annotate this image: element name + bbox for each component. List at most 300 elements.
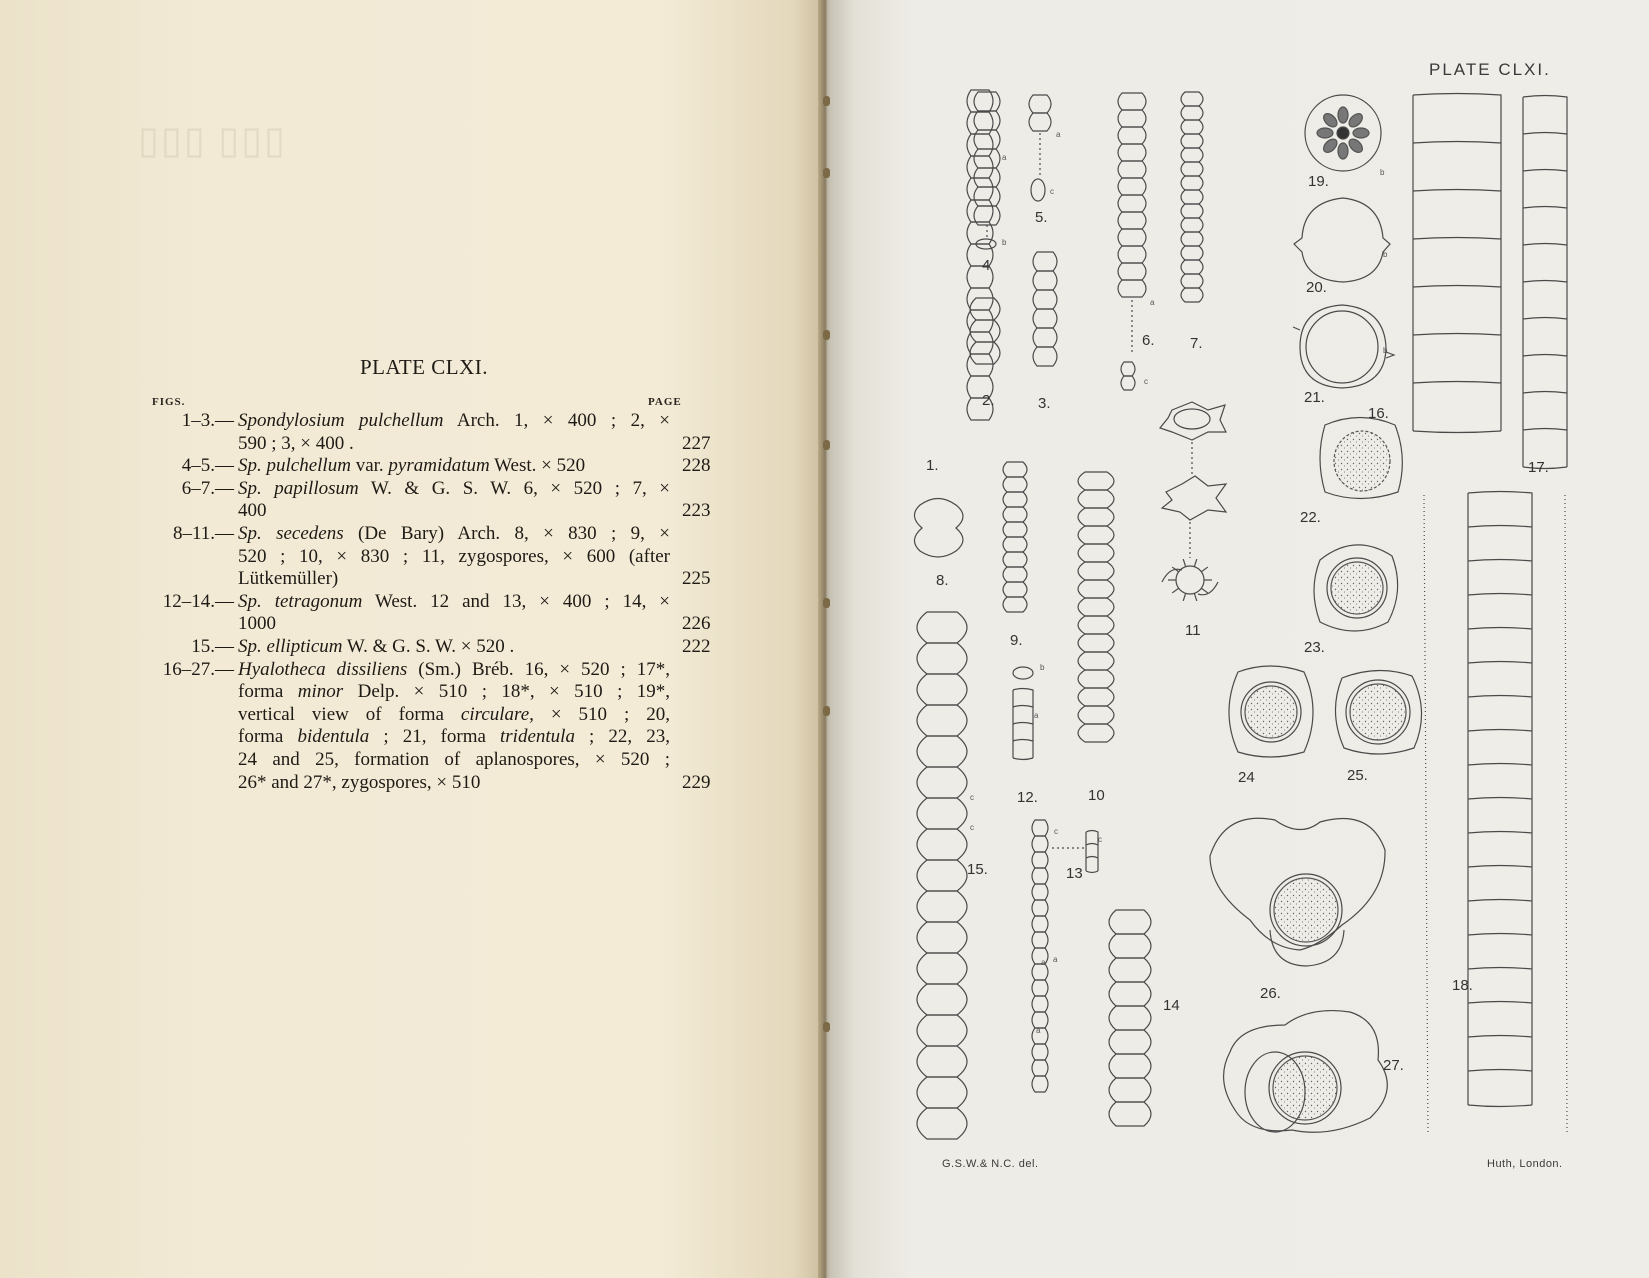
figure-5 (1029, 95, 1051, 131)
cell (974, 149, 1000, 168)
figure-number: 17. (1528, 459, 1549, 476)
part-letter: b (1002, 238, 1007, 247)
cell (917, 984, 967, 1015)
legend-text: 590 ; 3, × 400 . (238, 432, 354, 454)
cell (1523, 133, 1567, 172)
cell (917, 1108, 967, 1139)
cell (1032, 868, 1048, 884)
cell (1109, 1006, 1151, 1030)
figure-number: 4 (982, 257, 991, 274)
part-letter: c (1054, 827, 1058, 836)
figure-18 (1468, 492, 1532, 1107)
legend-text: vertical view of forma circulare, × 510 ; 20, (238, 703, 670, 725)
cell (1118, 144, 1146, 161)
figure-11-b (1162, 476, 1226, 520)
cell (1078, 580, 1114, 598)
cell (1523, 355, 1567, 394)
cell (1003, 522, 1027, 537)
legend-line (142, 681, 722, 704)
figure-number: 9. (1010, 632, 1023, 649)
cell (1181, 134, 1203, 148)
figure-number: 27. (1383, 1057, 1404, 1074)
cell (1118, 195, 1146, 212)
figure-number: 22. (1300, 509, 1321, 526)
part-letter: a (1056, 130, 1061, 139)
figure-11-c-spine (1201, 588, 1207, 593)
part-letter: a (1041, 958, 1046, 967)
figure-number: 5. (1035, 209, 1048, 226)
cell (1003, 462, 1027, 477)
cell (1109, 958, 1151, 982)
cell (1078, 616, 1114, 634)
cell (1181, 190, 1203, 204)
show-through-text: ▯▯▯ ▯▯▯ (138, 120, 287, 162)
legend-line (142, 749, 722, 772)
cell (1109, 910, 1151, 934)
cell (1523, 96, 1567, 135)
binding-stitch (823, 706, 830, 716)
legend-entry (142, 478, 722, 523)
cell (967, 112, 993, 134)
cell (967, 288, 993, 310)
cell (1468, 730, 1532, 766)
part-letter: b (1380, 168, 1385, 177)
page-number: 229 (682, 771, 711, 793)
cell (1181, 176, 1203, 190)
cell (1118, 178, 1146, 195)
cell (1118, 229, 1146, 246)
legend-line (142, 500, 722, 523)
figure-15 (917, 612, 967, 1139)
legend-line (142, 726, 722, 749)
cell (1032, 820, 1048, 836)
figure-8 (914, 499, 963, 558)
page-header: PAGE (648, 396, 682, 408)
figure-11-c (1176, 566, 1204, 594)
cell (1468, 832, 1532, 868)
legend-text: Spondylosium pulchellum Arch. 1, × 400 ; 2, × (238, 410, 670, 431)
figure-number: 20. (1306, 279, 1327, 296)
legend-entry (142, 523, 722, 591)
part-letter: c (1098, 835, 1102, 844)
cell (1109, 934, 1151, 958)
figure-21 (1300, 305, 1386, 388)
cell (1468, 764, 1532, 800)
cell (1078, 508, 1114, 526)
chloroplast-lobe (1338, 107, 1348, 123)
figure-range: 4–5.— (181, 455, 234, 477)
legend-line (142, 410, 722, 433)
cell (1032, 964, 1048, 980)
legend-line (142, 568, 722, 591)
cell (1413, 286, 1501, 336)
chloroplast-lobe (1338, 143, 1348, 159)
cell (1013, 706, 1033, 725)
cell (974, 130, 1000, 149)
cell (1109, 1030, 1151, 1054)
legend-line (142, 704, 722, 727)
figure-6-c (1121, 362, 1135, 390)
cell (1118, 280, 1146, 297)
figure-11-c-spine (1201, 567, 1207, 572)
cell (1109, 982, 1151, 1006)
cell (1181, 106, 1203, 120)
binding-stitch (823, 330, 830, 340)
cell (970, 342, 1000, 364)
cell (1468, 1070, 1532, 1106)
figure-11-a-inner (1174, 409, 1210, 429)
legend-text: Sp. papillosum W. & G. S. W. 6, × 520 ; 7, × (238, 477, 671, 499)
cell (1181, 274, 1203, 288)
cell (1033, 347, 1057, 366)
figure-number: 2. (982, 392, 995, 409)
figure-13-c (1086, 831, 1098, 873)
cell (1078, 724, 1114, 742)
figure-1 (967, 90, 993, 420)
figure-3 (1033, 252, 1057, 366)
part-letter: c (970, 823, 974, 832)
cell (1032, 884, 1048, 900)
part-letter: a (1036, 1026, 1041, 1035)
legend-entry (142, 591, 722, 636)
cell (1181, 120, 1203, 134)
cell (1413, 334, 1501, 384)
cell (1118, 110, 1146, 127)
legend-text: Lütkemüller) (238, 568, 339, 590)
cell (1003, 552, 1027, 567)
figure-25 (1335, 670, 1421, 754)
legend-entry (142, 636, 722, 659)
cell (1181, 246, 1203, 260)
figure-21-tooth (1293, 327, 1394, 358)
legend-entry (142, 659, 722, 795)
chloroplast-lobe (1347, 111, 1365, 129)
figure-23 (1314, 545, 1398, 631)
figure-13 (1032, 820, 1048, 1092)
cell (1078, 634, 1114, 652)
cell (1032, 1076, 1048, 1092)
legend-line (142, 546, 722, 569)
cell (1523, 207, 1567, 246)
cell (1118, 212, 1146, 229)
cell (1013, 723, 1033, 742)
cell (1032, 932, 1048, 948)
cell (1003, 477, 1027, 492)
figure-11-a (1160, 402, 1226, 440)
legend-entry (142, 455, 722, 478)
figure-number: 24 (1238, 769, 1255, 786)
cell (1413, 142, 1501, 192)
cell (1033, 271, 1057, 290)
cell (1118, 127, 1146, 144)
cell (1121, 362, 1135, 376)
figure-range: 8–11.— (172, 522, 234, 544)
cell (967, 90, 993, 112)
cell (917, 829, 967, 860)
cell (1033, 328, 1057, 347)
cell (1523, 281, 1567, 320)
cell (1413, 190, 1501, 240)
legend-text: Sp. tetragonum West. 12 and 13, × 400 ; 14, × (238, 590, 671, 612)
cell (1003, 537, 1027, 552)
cell (1181, 162, 1203, 176)
cell (1181, 204, 1203, 218)
legend-text: 26* and 27*, zygospores, × 510 (238, 771, 481, 793)
part-letter: c (970, 793, 974, 802)
cell (1523, 244, 1567, 283)
cell (1078, 706, 1114, 724)
cell (1032, 836, 1048, 852)
figure-number: 6. (1142, 332, 1155, 349)
cell (974, 111, 1000, 130)
cell (1003, 582, 1027, 597)
cell (1523, 392, 1567, 431)
cell (1468, 492, 1532, 528)
cell (1033, 252, 1057, 271)
part-letter: c (1144, 377, 1148, 386)
figure-11-c-wall (1162, 569, 1218, 595)
printer-credit: Huth, London. (1487, 1158, 1563, 1170)
legend-line (142, 455, 722, 478)
cell (1468, 934, 1532, 970)
figure-number: 16. (1368, 405, 1389, 422)
cell (917, 674, 967, 705)
figure-11-c-spine (1183, 559, 1185, 567)
cell (1181, 92, 1203, 106)
figure-11-c-spine (1183, 593, 1185, 601)
cell (1468, 900, 1532, 936)
cell (1086, 857, 1098, 872)
figure-number: 12. (1017, 789, 1038, 806)
spore-contents (1331, 562, 1383, 614)
cell (974, 92, 1000, 111)
figure-24 (1229, 666, 1313, 757)
cell (917, 798, 967, 829)
figure-number: 19. (1308, 173, 1329, 190)
cell (1013, 758, 1033, 760)
cell (1468, 1002, 1532, 1038)
cell (1078, 670, 1114, 688)
cell (917, 612, 967, 643)
legend-line (142, 613, 722, 636)
figure-21-inner (1306, 311, 1378, 383)
plate-legend (142, 410, 722, 794)
legend-line (142, 478, 722, 501)
legend-line (142, 591, 722, 614)
legend-text: Sp. ellipticum W. & G. S. W. × 520 . (238, 635, 515, 657)
cell (1003, 597, 1027, 612)
page-number: 226 (682, 613, 711, 635)
binding-stitch (823, 168, 830, 178)
legend-text: Sp. secedens (De Bary) Arch. 8, × 830 ; 9, × (238, 522, 670, 544)
legend-text: 1000 (238, 613, 276, 635)
plate-title: PLATE CLXI. (360, 355, 488, 379)
legend-text: 400 (238, 500, 267, 522)
cell (1109, 1078, 1151, 1102)
cell (917, 891, 967, 922)
cell (1078, 472, 1114, 490)
figure-number: 26. (1260, 985, 1281, 1002)
figs-header: FIGS. (152, 396, 186, 408)
figure-range: 16–27.— (162, 658, 234, 680)
legend-text: forma minor Delp. × 510 ; 18*, × 510 ; 19*, (238, 681, 671, 703)
cell (1109, 1102, 1151, 1126)
figure-10 (1078, 472, 1114, 742)
cell (1029, 113, 1051, 131)
legend-entry (142, 410, 722, 455)
cell (917, 1015, 967, 1046)
figure-number: 1. (926, 457, 939, 474)
cell (1468, 560, 1532, 596)
cell (1468, 526, 1532, 562)
cell (1003, 492, 1027, 507)
cell (917, 1046, 967, 1077)
figure-5-c (1031, 179, 1045, 201)
cell (1413, 238, 1501, 288)
figure-number: 10 (1088, 787, 1105, 804)
figure-range: 6–7.— (181, 477, 234, 499)
cell (917, 767, 967, 798)
cell (1468, 968, 1532, 1004)
part-letter: c (1050, 187, 1054, 196)
figure-12 (1013, 689, 1033, 760)
figure-number: 18. (1452, 977, 1473, 994)
cell (1032, 996, 1048, 1012)
figure-number: 23. (1304, 639, 1325, 656)
cell (917, 736, 967, 767)
cell (1468, 798, 1532, 834)
cell (1078, 652, 1114, 670)
cell (1523, 318, 1567, 357)
cell (917, 1077, 967, 1108)
cell (1181, 288, 1203, 302)
binding-stitch (823, 440, 830, 450)
figure-number: 13 (1066, 865, 1083, 882)
legend-line (142, 433, 722, 456)
figure-6 (1118, 93, 1146, 297)
cell (1413, 94, 1501, 144)
cell (1118, 161, 1146, 178)
figure-number: 7. (1190, 335, 1203, 352)
cell (1181, 148, 1203, 162)
cell (1033, 309, 1057, 328)
figure-range: 15.— (191, 635, 234, 657)
cell (1032, 948, 1048, 964)
page-number: 228 (682, 455, 711, 477)
cell (967, 134, 993, 156)
plate-label: PLATE CLXI. (1429, 60, 1551, 79)
cell (1468, 594, 1532, 630)
cell (1118, 263, 1146, 280)
figure-number: 11 (1185, 622, 1201, 639)
legend-line (142, 659, 722, 682)
cell (917, 643, 967, 674)
cell (967, 200, 993, 222)
page-number: 225 (682, 568, 711, 590)
part-letter: a (1002, 153, 1007, 162)
cell (1468, 696, 1532, 732)
cell (1078, 544, 1114, 562)
cell (1468, 866, 1532, 902)
figure-9 (1003, 462, 1027, 612)
binding-stitch (823, 598, 830, 608)
chloroplast-lobe (1317, 128, 1333, 138)
cell (1032, 1044, 1048, 1060)
figure-20 (1294, 198, 1390, 282)
cell (917, 705, 967, 736)
cell (1032, 916, 1048, 932)
figure-range: 12–14.— (162, 590, 234, 612)
legend-line (142, 772, 722, 795)
part-letter: b (1040, 663, 1045, 672)
legend-text: Sp. pulchellum var. pyramidatum West. × 520 (238, 455, 586, 477)
cell (1086, 871, 1098, 873)
chloroplast-lobe (1321, 137, 1339, 155)
figure-number: 15. (967, 861, 988, 878)
artist-credit: G.S.W.& N.C. del. (942, 1158, 1039, 1170)
legend-text: forma bidentula ; 21, forma tridentula ; 22, 23, (238, 726, 670, 748)
cell (1078, 562, 1114, 580)
cell (1032, 900, 1048, 916)
cell (1181, 218, 1203, 232)
figure-number: 3. (1038, 395, 1051, 412)
cell (967, 156, 993, 178)
legend-line (142, 523, 722, 546)
figure-14 (1109, 910, 1151, 1126)
cell (974, 187, 1000, 206)
page-number: 223 (682, 500, 711, 522)
cell (1468, 1036, 1532, 1072)
cell (1413, 382, 1501, 432)
figure-11-c-spine (1172, 588, 1178, 593)
figure-range: 1–3.— (181, 410, 234, 431)
cell (1032, 852, 1048, 868)
cell (1109, 1054, 1151, 1078)
legend-text: 520 ; 10, × 830 ; 11, zygospores, × 600 (after (238, 545, 670, 567)
plate-illustration (830, 0, 1649, 1278)
cell (1118, 93, 1146, 110)
cell (1003, 567, 1027, 582)
figure-11-c-spine (1194, 593, 1196, 601)
figure-16 (1413, 94, 1501, 433)
figure-12-b (1013, 667, 1033, 679)
cell (917, 953, 967, 984)
page-number: 227 (682, 432, 711, 454)
figure-18-sheath (1565, 495, 1567, 1135)
figure-22-contents (1334, 431, 1390, 491)
cell (1032, 980, 1048, 996)
part-letter: b (1383, 346, 1388, 355)
legend-text: Hyalotheca dissiliens (Sm.) Bréb. 16, × 520 ; 17*, (238, 658, 670, 680)
pyrenoid (1337, 127, 1349, 139)
cell (1523, 170, 1567, 209)
cell (1033, 290, 1057, 309)
cell (1032, 1060, 1048, 1076)
figure-number: 25. (1347, 767, 1368, 784)
cell (1181, 232, 1203, 246)
chloroplast-lobe (1347, 137, 1365, 155)
legend-text: 24 and 25, formation of aplanospores, × 520 ; (238, 748, 670, 770)
binding-stitch (823, 96, 830, 106)
spore-contents (1274, 878, 1338, 942)
part-letter: a (1150, 298, 1155, 307)
cell (1413, 431, 1501, 433)
cell (970, 320, 1000, 342)
figure-number: 14 (1163, 997, 1180, 1014)
binding-stitch (823, 1022, 830, 1032)
figure-17 (1523, 96, 1567, 469)
figure-7 (1181, 92, 1203, 302)
